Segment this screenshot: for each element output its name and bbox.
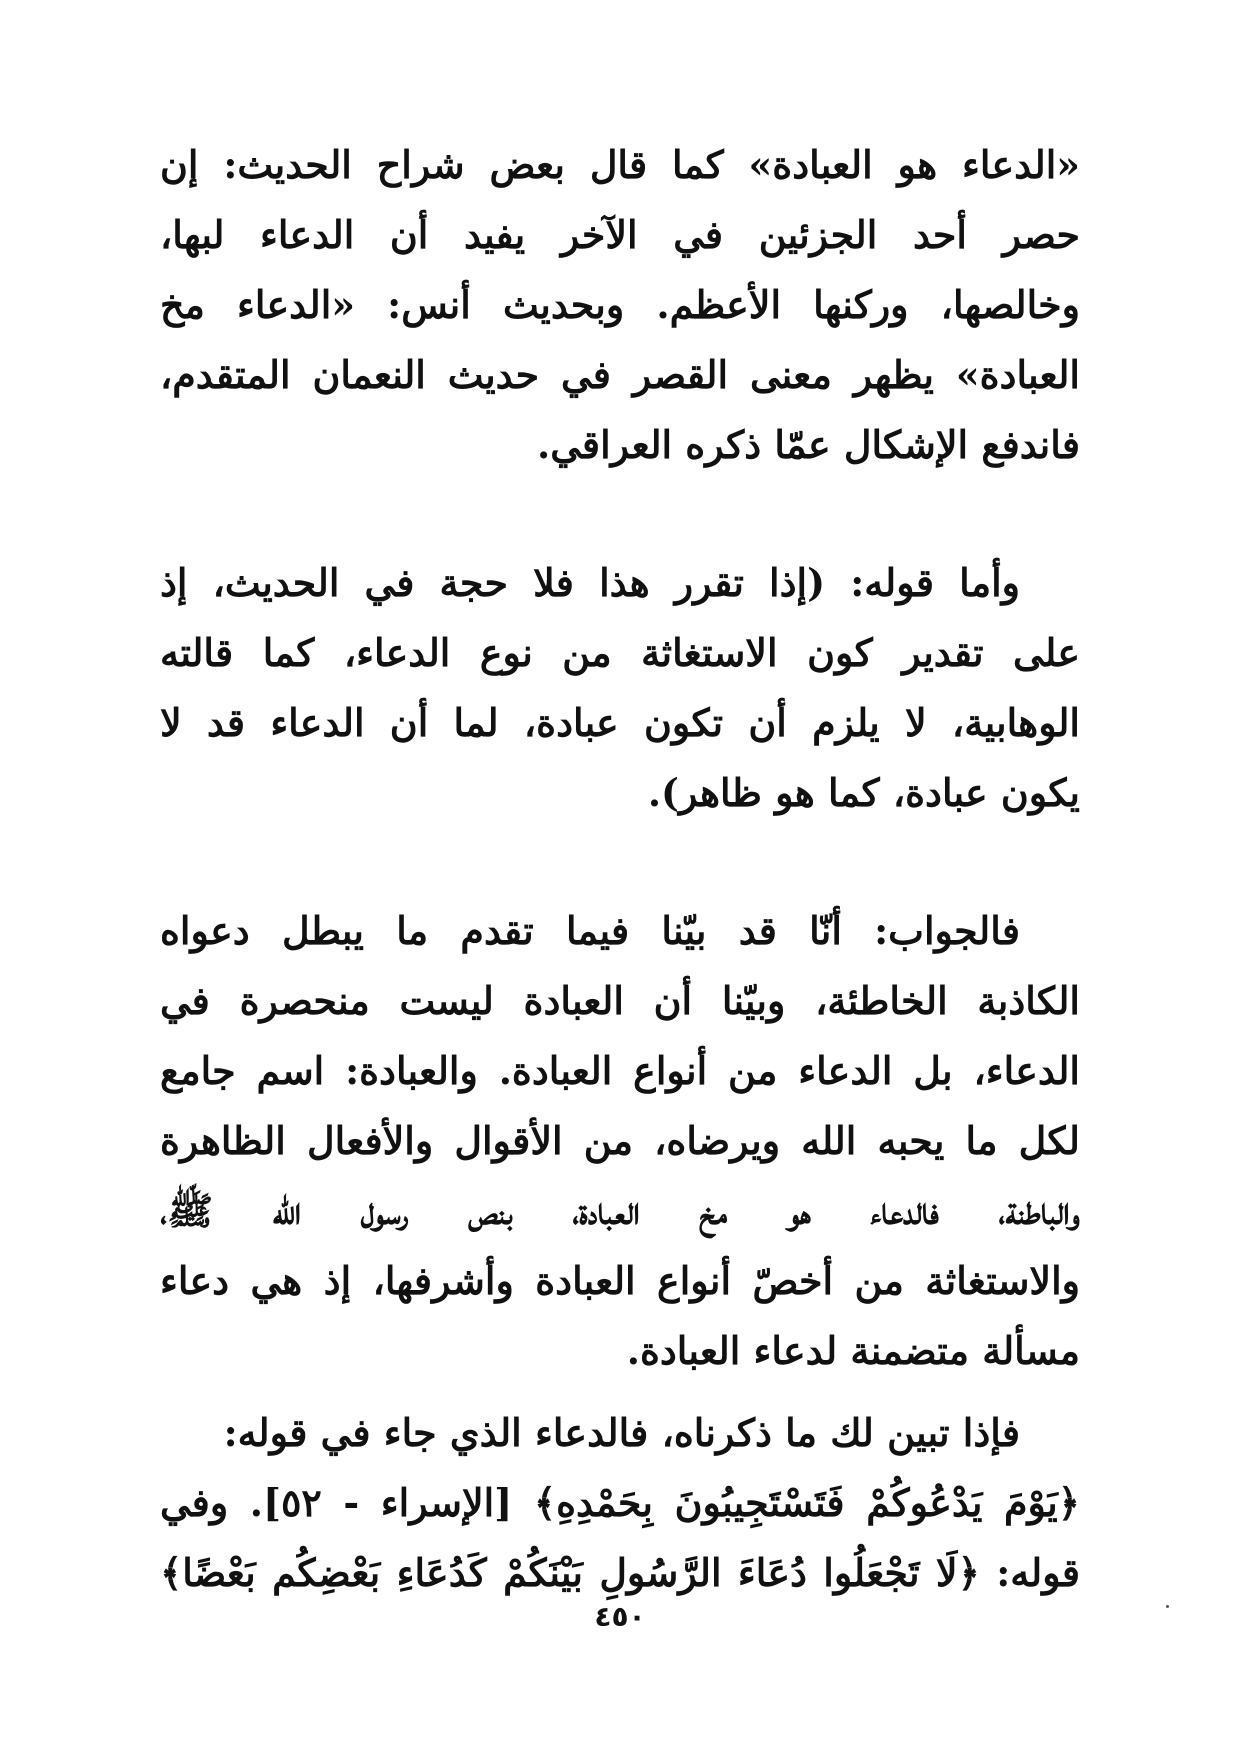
quran-verse-line: قوله: ﴿لَا تَجْعَلُوا دُعَاءَ الرَّسُولِ بَيْنَكُمْ كَدُعَاءِ بَعْضِكُم بَعْضًا﴾ xyxy=(160,1550,1080,1595)
quran-verse-line: ﴿يَوْمَ يَدْعُوكُمْ فَتَسْتَجِيبُونَ بِحَمْدِهِ﴾ [الإسراء - ٥٢]. وفي xyxy=(160,1480,1080,1525)
text-line: فالجواب: أنّا قد بيّنا فيما تقدم ما يبطل دعواه xyxy=(160,908,1020,953)
paragraph-3 xyxy=(160,896,1080,1386)
text-line: الكاذبة الخاطئة، وبيّنا أن العبادة ليست منحصرة في xyxy=(160,978,1080,1023)
text-line: الدعاء، بل الدعاء من أنواع العبادة. والعبادة: اسم جامع xyxy=(160,1048,1080,1093)
text-line: فإذا تبين لك ما ذكرناه، فالدعاء الذي جاء في قوله: xyxy=(223,1410,1020,1455)
text-line: العبادة» يظهر معنى القصر في حديث النعمان المتقدم، xyxy=(160,352,1080,397)
text-line: على تقدير كون الاستغاثة من نوع الدعاء، كما قالته xyxy=(160,630,1080,675)
text-line: وخالصها، وركنها الأعظم. وبحديث أنس: «الدعاء مخ xyxy=(160,282,1080,327)
text-line: فاندفع الإشكال عمّا ذكره العراقي. xyxy=(537,422,1080,467)
paragraph-spacer xyxy=(160,480,1080,548)
text-line: لكل ما يحبه الله ويرضاه، من الأقوال والأفعال الظاهرة xyxy=(160,1118,1080,1163)
paragraph-spacer xyxy=(160,828,1080,896)
scan-speck xyxy=(1166,1605,1169,1608)
text-line: «الدعاء هو العبادة» كما قال بعض شراح الحديث: إن xyxy=(160,142,1080,187)
paragraph-4 xyxy=(160,1398,1080,1608)
paragraph-spacer xyxy=(160,1386,1080,1398)
text-line: حصر أحد الجزئين في الآخر يفيد أن الدعاء لبها، xyxy=(160,212,1080,257)
paragraph-2 xyxy=(160,548,1080,828)
page-number: ٤٥٠ xyxy=(594,1600,646,1633)
text-line: والباطنة، فالدعاء هو مخ العبادة، بنص رسول الله ﷺ، xyxy=(160,1188,1080,1233)
text-line: وأما قوله: (إذا تقرر هذا فلا حجة في الحديث، إذ xyxy=(160,560,1020,605)
text-line: مسألة متضمنة لدعاء العبادة. xyxy=(626,1328,1080,1373)
paragraph-1 xyxy=(160,130,1080,480)
text-line: يكون عبادة، كما هو ظاهر). xyxy=(647,770,1080,815)
text-line: والاستغاثة من أخصّ أنواع العبادة وأشرفها، إذ هي دعاء xyxy=(160,1258,1080,1303)
text-line: الوهابية، لا يلزم أن تكون عبادة، لما أن الدعاء قد لا xyxy=(160,700,1080,745)
page-body xyxy=(160,130,1080,1595)
